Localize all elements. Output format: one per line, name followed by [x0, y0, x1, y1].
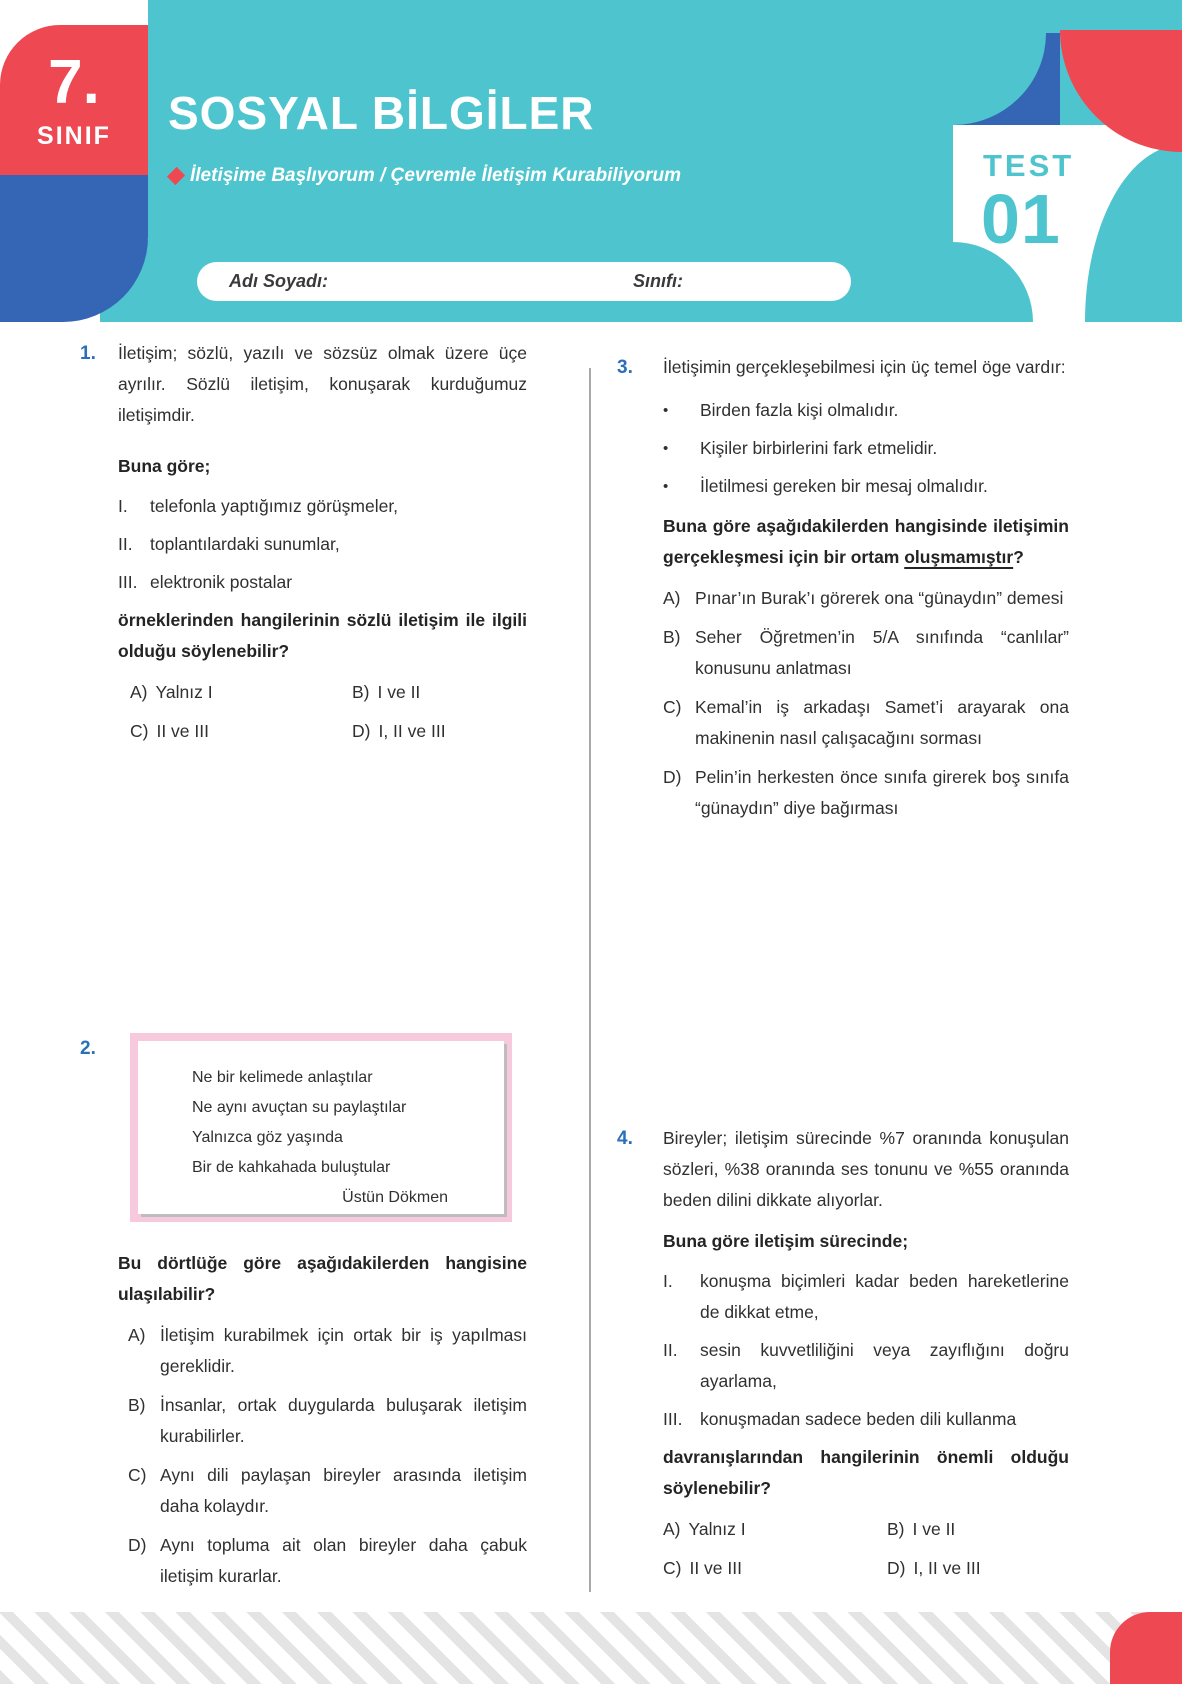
question-4-options: [663, 1514, 1069, 1584]
option-text: Yalnız I: [688, 1519, 746, 1539]
option-label: A): [130, 682, 148, 702]
roman-item-2: [118, 529, 527, 560]
option-text: Aynı dili paylaşan bireyler arasında iletişim daha kolaydır.: [160, 1465, 527, 1516]
roman-item-text: telefonla yaptığımız görüşmeler,: [150, 496, 399, 516]
option-d[interactable]: [352, 716, 527, 747]
question-1: [80, 338, 527, 747]
bullet-item-2: [663, 433, 1069, 464]
grade-label: SINIF: [37, 122, 111, 150]
question-1-stem: örneklerinden hangilerinin sözlü iletişim ile ilgili olduğu söylenebilir?: [118, 610, 527, 661]
stem-post: ?: [1013, 547, 1024, 567]
bullet-text: Kişiler birbirlerini fark etmelidir.: [700, 438, 938, 458]
student-info-bar: [197, 262, 851, 301]
page-title: SOSYAL BİLGİLER: [168, 87, 595, 139]
question-2-options: [128, 1320, 527, 1592]
question-3-stem: [663, 511, 1069, 573]
grade-number: 7.: [48, 48, 100, 117]
option-b[interactable]: [887, 1514, 1069, 1545]
question-1-options: [130, 677, 527, 747]
roman-item-2: [663, 1335, 1069, 1397]
option-a[interactable]: [130, 677, 352, 708]
option-text: I, II ve III: [913, 1558, 981, 1578]
option-text: Yalnız I: [155, 682, 213, 702]
question-3-text: İletişimin gerçekleşebilmesi için üç temel öge vardır:: [663, 357, 1066, 377]
option-label: C): [663, 1558, 682, 1578]
poem-line: Ne aynı avuçtan su paylaştılar: [192, 1099, 407, 1116]
question-1-text: İletişim; sözlü, yazılı ve sözsüz olmak üzere üçe ayrılır. Sözlü iletişim, konuşarak kurduğumuz iletişimdir.: [118, 343, 527, 425]
left-column: [80, 338, 527, 1586]
bullet-icon: •: [663, 478, 669, 495]
poem-line: Bir de kahkahada buluştular: [192, 1159, 391, 1176]
option-d[interactable]: [128, 1530, 527, 1592]
option-label: D): [887, 1558, 906, 1578]
question-4-text: Bireyler; iletişim sürecinde %7 oranında konuşulan sözleri, %38 oranında ses tonunu ve %55 oranında beden dilini dikkate alıyorlar.: [663, 1128, 1069, 1210]
option-label: C): [128, 1465, 147, 1485]
roman-item-text: konuşmadan sadece beden dili kullanma: [700, 1409, 1017, 1429]
question-1-number: 1.: [80, 343, 96, 364]
roman-item-label: III.: [663, 1409, 683, 1429]
question-3-options: [663, 583, 1069, 824]
option-label: B): [352, 682, 370, 702]
option-c[interactable]: [130, 716, 352, 747]
option-text: I ve II: [912, 1519, 956, 1539]
diamond-bullet-icon: [167, 167, 185, 185]
footer-stripe-band: [0, 1612, 1182, 1684]
option-text: Kemal’in iş arkadaşı Samet’i arayarak ona makinenin nasıl çalışacağını sorması: [695, 697, 1069, 748]
unit-subtitle: İletişime Başlıyorum / Çevremle İletişim Kurabiliyorum: [190, 165, 682, 186]
option-b[interactable]: [663, 622, 1069, 684]
roman-item-label: III.: [118, 572, 138, 592]
option-label: D): [352, 721, 371, 741]
option-b[interactable]: [352, 677, 527, 708]
option-label: B): [663, 627, 681, 647]
option-label: D): [128, 1535, 147, 1555]
option-text: İletişim kurabilmek için ortak bir iş yapılması gereklidir.: [160, 1325, 527, 1376]
option-label: C): [130, 721, 149, 741]
poem-line: Yalnızca göz yaşında: [192, 1129, 343, 1146]
question-4: [617, 1123, 1069, 1584]
name-field[interactable]: [337, 266, 617, 297]
roman-item-label: I.: [663, 1271, 673, 1291]
option-d[interactable]: [887, 1553, 1069, 1584]
roman-item-1: [663, 1266, 1069, 1328]
footer-red-corner: [1110, 1612, 1182, 1684]
test-label: TEST: [983, 148, 1075, 183]
roman-item-label: I.: [118, 496, 128, 516]
poem-line: Ne bir kelimede anlaştılar: [192, 1069, 373, 1086]
class-label: Sınıfı:: [633, 271, 683, 291]
column-divider: [589, 368, 591, 1592]
name-label: Adı Soyadı:: [229, 271, 329, 291]
bullet-icon: •: [663, 440, 669, 457]
roman-item-label: II.: [663, 1340, 678, 1360]
option-label: A): [128, 1325, 146, 1345]
roman-item-label: II.: [118, 534, 133, 554]
roman-item-1: [118, 491, 527, 522]
bullet-icon: •: [663, 402, 669, 419]
question-4-stem: davranışlarından hangilerinin önemli olduğu söylenebilir?: [663, 1447, 1069, 1498]
roman-item-text: toplantılardaki sunumlar,: [150, 534, 340, 554]
option-c[interactable]: [663, 1553, 887, 1584]
poem-author: Üstün Dökmen: [342, 1189, 448, 1206]
bullet-text: İletilmesi gereken bir mesaj olmalıdır.: [700, 476, 988, 496]
subtitle-row: [170, 165, 681, 188]
option-c[interactable]: [128, 1460, 527, 1522]
option-b[interactable]: [128, 1390, 527, 1452]
roman-item-text: konuşma biçimleri kadar beden hareketlerine de dikkat etme,: [700, 1271, 1069, 1322]
bullet-text: Birden fazla kişi olmalıdır.: [700, 400, 899, 420]
roman-item-text: sesin kuvvetliliğini veya zayıflığını doğru ayarlama,: [700, 1340, 1069, 1391]
option-c[interactable]: [663, 692, 1069, 754]
option-a[interactable]: [128, 1320, 527, 1382]
option-label: A): [663, 1519, 681, 1539]
question-2-number: 2.: [80, 1038, 96, 1059]
bullet-item-1: [663, 395, 1069, 426]
question-3: [617, 352, 1069, 824]
poem-box: [130, 1033, 512, 1222]
right-column: [617, 352, 1069, 1578]
option-text: II ve III: [156, 721, 209, 741]
option-a[interactable]: [663, 583, 1069, 614]
option-text: II ve III: [689, 1558, 742, 1578]
bullet-item-3: [663, 471, 1069, 502]
option-label: A): [663, 588, 681, 608]
option-label: B): [887, 1519, 905, 1539]
roman-item-text: elektronik postalar: [150, 572, 293, 592]
option-label: C): [663, 697, 682, 717]
poem-card: [138, 1041, 504, 1214]
class-field[interactable]: [697, 266, 837, 297]
option-d[interactable]: [663, 762, 1069, 824]
option-text: Pınar’ın Burak’ı görerek ona “günaydın” demesi: [695, 588, 1064, 608]
stem-pre: Buna göre aşağıdakilerden hangisinde iletişimin gerçekleşmesi için bir ortam: [663, 516, 1069, 567]
question-4-lead: Buna göre iletişim sürecinde;: [663, 1231, 909, 1251]
option-label: B): [128, 1395, 146, 1415]
question-3-number: 3.: [617, 357, 633, 378]
option-a[interactable]: [663, 1514, 887, 1545]
question-1-lead: Buna göre;: [118, 456, 211, 476]
option-text: I ve II: [377, 682, 421, 702]
stem-underlined: oluşmamıştır: [904, 547, 1014, 567]
question-4-number: 4.: [617, 1128, 633, 1149]
option-text: Seher Öğretmen’in 5/A sınıfında “canlılar” konusunu anlatması: [695, 627, 1069, 678]
option-label: D): [663, 767, 682, 787]
option-text: Pelin’in herkesten önce sınıfa girerek boş sınıfa “günaydın” diye bağırması: [695, 767, 1069, 818]
option-text: I, II ve III: [378, 721, 446, 741]
option-text: Aynı topluma ait olan bireyler daha çabuk iletişim kurarlar.: [160, 1535, 527, 1586]
roman-item-3: [663, 1404, 1069, 1435]
test-number: 01: [981, 180, 1061, 258]
roman-item-3: [118, 567, 527, 598]
option-text: İnsanlar, ortak duygularda buluşarak iletişim kurabilirler.: [160, 1395, 527, 1446]
question-2: [80, 1033, 527, 1600]
question-2-stem: Bu dörtlüğe göre aşağıdakilerden hangisine ulaşılabilir?: [118, 1253, 527, 1304]
